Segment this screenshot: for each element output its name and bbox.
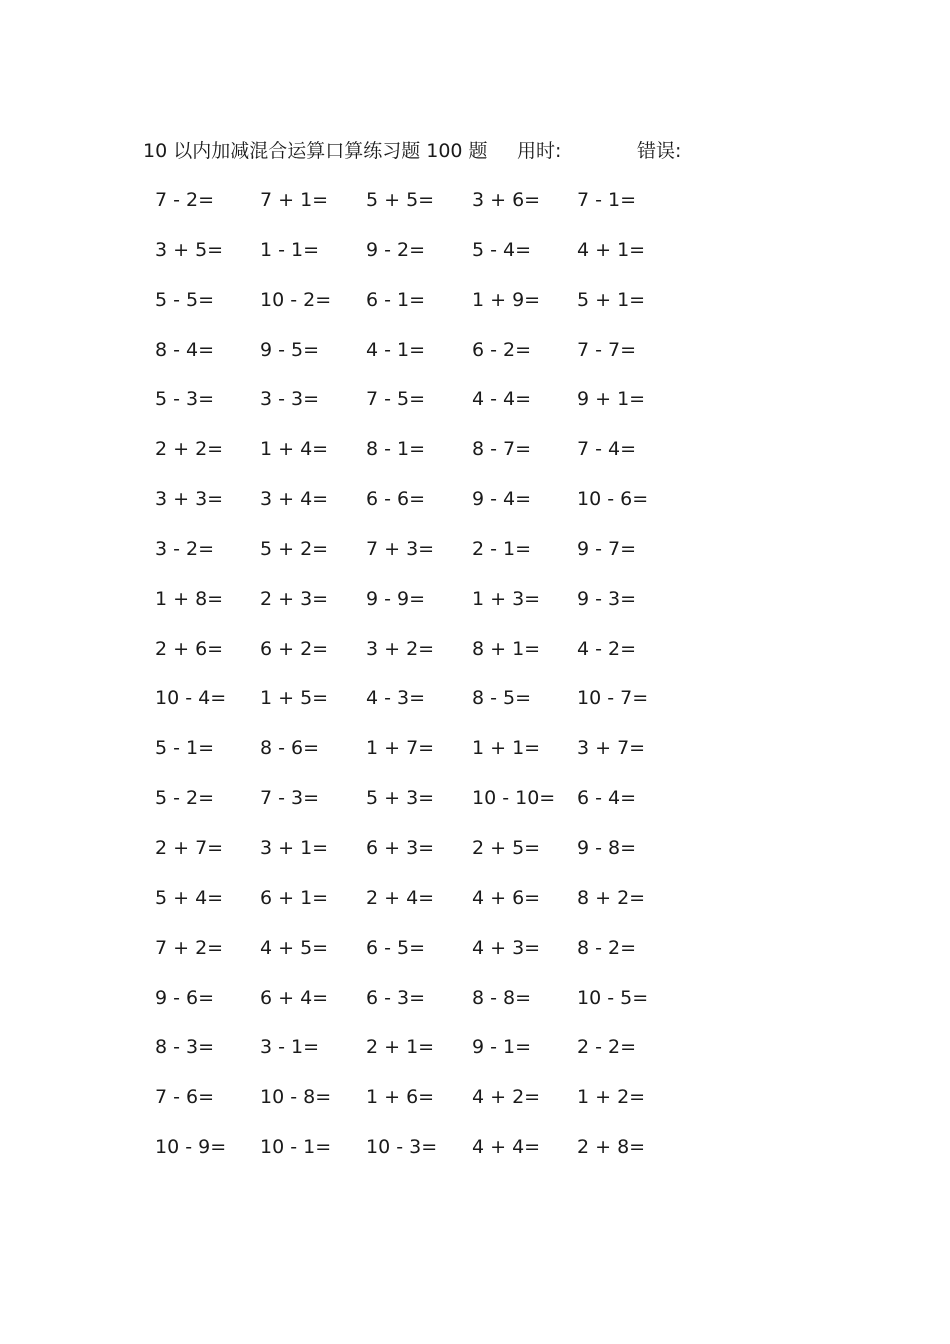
- problem-item: 5 - 5=: [155, 288, 215, 311]
- problem-row: [148, 434, 708, 484]
- problem-item: 8 - 1=: [366, 438, 426, 461]
- problem-row: [148, 384, 708, 434]
- problem-item: 6 + 3=: [366, 836, 435, 859]
- problem-item: 5 - 4=: [472, 238, 532, 261]
- problem-row: [148, 1032, 708, 1082]
- problem-item: 9 - 7=: [577, 537, 637, 560]
- problem-row: [148, 484, 708, 534]
- problem-item: 9 - 1=: [472, 1036, 532, 1059]
- problem-item: 2 + 8=: [577, 1136, 646, 1159]
- problem-item: 10 - 1=: [260, 1136, 332, 1159]
- problem-item: 6 - 3=: [366, 986, 426, 1009]
- problem-item: 10 - 4=: [155, 687, 227, 710]
- problem-item: 2 + 4=: [366, 886, 435, 909]
- problem-row: [148, 1132, 708, 1182]
- problem-item: 6 - 4=: [577, 787, 637, 810]
- problem-item: 9 + 1=: [577, 388, 646, 411]
- problem-row: [148, 833, 708, 883]
- problem-item: 9 - 3=: [577, 587, 637, 610]
- problem-item: 8 - 8=: [472, 986, 532, 1009]
- problem-item: 3 + 7=: [577, 737, 646, 760]
- problem-item: 7 - 3=: [260, 787, 320, 810]
- problem-item: 1 + 4=: [260, 438, 329, 461]
- problem-item: 2 + 3=: [260, 587, 329, 610]
- problem-item: 6 - 6=: [366, 488, 426, 511]
- problem-item: 7 - 7=: [577, 338, 637, 361]
- problem-item: 5 + 5=: [366, 189, 435, 211]
- problem-item: 3 + 5=: [155, 238, 224, 261]
- problem-row: [148, 634, 708, 684]
- error-label: 错误:: [637, 140, 682, 162]
- problem-item: 3 - 2=: [155, 537, 215, 560]
- problem-item: 3 - 1=: [260, 1036, 320, 1059]
- problem-item: 7 + 3=: [366, 537, 435, 560]
- problem-item: 10 - 7=: [577, 687, 649, 710]
- problem-item: 9 - 8=: [577, 836, 637, 859]
- problem-item: 4 - 1=: [366, 338, 426, 361]
- problem-item: 5 + 4=: [155, 886, 224, 909]
- problem-item: 5 - 1=: [155, 737, 215, 760]
- problem-item: 10 - 2=: [260, 288, 332, 311]
- problem-item: 10 - 6=: [577, 488, 649, 511]
- problem-item: 9 - 6=: [155, 986, 215, 1009]
- problem-item: 1 + 1=: [472, 737, 541, 760]
- problem-item: 2 + 6=: [155, 637, 224, 660]
- problem-item: 5 + 1=: [577, 288, 646, 311]
- problem-row: [148, 883, 708, 933]
- problem-item: 2 + 5=: [472, 836, 541, 859]
- problem-row: [148, 1082, 708, 1132]
- problem-item: 4 + 3=: [472, 936, 541, 959]
- problem-row: [148, 235, 708, 285]
- problem-row: [148, 783, 708, 833]
- problem-item: 8 + 1=: [472, 637, 541, 660]
- problem-row: [148, 584, 708, 634]
- problem-row: [148, 534, 708, 584]
- problem-item: 1 + 2=: [577, 1086, 646, 1109]
- problem-item: 8 - 5=: [472, 687, 532, 710]
- problem-item: 3 + 2=: [366, 637, 435, 660]
- problem-item: 5 + 2=: [260, 537, 329, 560]
- problem-item: 6 - 1=: [366, 288, 426, 311]
- problem-grid: [148, 185, 708, 1182]
- problem-item: 9 - 2=: [366, 238, 426, 261]
- problem-item: 3 + 3=: [155, 488, 224, 511]
- problem-item: 10 - 5=: [577, 986, 649, 1009]
- problem-item: 4 - 2=: [577, 637, 637, 660]
- problem-item: 5 + 3=: [366, 787, 435, 810]
- problem-row: [148, 285, 708, 335]
- problem-item: 5 - 3=: [155, 388, 215, 411]
- problem-item: 6 + 4=: [260, 986, 329, 1009]
- problem-item: 10 - 3=: [366, 1136, 438, 1159]
- problem-row: [148, 733, 708, 783]
- problem-item: 9 - 4=: [472, 488, 532, 511]
- problem-item: 8 - 2=: [577, 936, 637, 959]
- problem-item: 7 - 1=: [577, 189, 637, 211]
- problem-item: 2 - 2=: [577, 1036, 637, 1059]
- problem-item: 9 - 9=: [366, 587, 426, 610]
- problem-item: 7 + 1=: [260, 189, 329, 211]
- problem-item: 9 - 5=: [260, 338, 320, 361]
- problem-item: 8 - 4=: [155, 338, 215, 361]
- problem-item: 3 + 4=: [260, 488, 329, 511]
- problem-item: 6 - 5=: [366, 936, 426, 959]
- problem-item: 4 - 3=: [366, 687, 426, 710]
- problem-item: 4 + 6=: [472, 886, 541, 909]
- problem-item: 1 + 8=: [155, 587, 224, 610]
- problem-item: 8 - 6=: [260, 737, 320, 760]
- problem-item: 3 - 3=: [260, 388, 320, 411]
- problem-item: 8 - 7=: [472, 438, 532, 461]
- problem-item: 4 + 1=: [577, 238, 646, 261]
- problem-item: 1 + 5=: [260, 687, 329, 710]
- problem-item: 3 + 6=: [472, 189, 541, 211]
- problem-item: 4 + 5=: [260, 936, 329, 959]
- problem-item: 6 + 1=: [260, 886, 329, 909]
- problem-item: 2 + 1=: [366, 1036, 435, 1059]
- problem-item: 10 - 8=: [260, 1086, 332, 1109]
- problem-item: 3 + 1=: [260, 836, 329, 859]
- problem-item: 10 - 9=: [155, 1136, 227, 1159]
- problem-item: 8 + 2=: [577, 886, 646, 909]
- problem-item: 1 + 9=: [472, 288, 541, 311]
- problem-item: 2 + 7=: [155, 836, 224, 859]
- problem-item: 1 + 3=: [472, 587, 541, 610]
- problem-row: [148, 983, 708, 1033]
- problem-item: 7 + 2=: [155, 936, 224, 959]
- problem-item: 2 + 2=: [155, 438, 224, 461]
- problem-row: [148, 185, 708, 235]
- problem-item: 1 - 1=: [260, 238, 320, 261]
- problem-item: 6 + 2=: [260, 637, 329, 660]
- problem-item: 4 + 2=: [472, 1086, 541, 1109]
- worksheet-title: 10 以内加减混合运算口算练习题 100 题: [143, 140, 488, 162]
- problem-item: 4 + 4=: [472, 1136, 541, 1159]
- problem-item: 10 - 10=: [472, 787, 556, 810]
- problem-item: 1 + 7=: [366, 737, 435, 760]
- problem-item: 6 - 2=: [472, 338, 532, 361]
- problem-item: 5 - 2=: [155, 787, 215, 810]
- problem-item: 7 - 4=: [577, 438, 637, 461]
- problem-item: 8 - 3=: [155, 1036, 215, 1059]
- problem-item: 2 - 1=: [472, 537, 532, 560]
- problem-row: [148, 335, 708, 385]
- problem-item: 7 - 5=: [366, 388, 426, 411]
- problem-row: [148, 683, 708, 733]
- problem-item: 7 - 2=: [155, 189, 215, 211]
- problem-row: [148, 933, 708, 983]
- time-label: 用时:: [517, 140, 562, 162]
- problem-item: 1 + 6=: [366, 1086, 435, 1109]
- problem-item: 4 - 4=: [472, 388, 532, 411]
- problem-item: 7 - 6=: [155, 1086, 215, 1109]
